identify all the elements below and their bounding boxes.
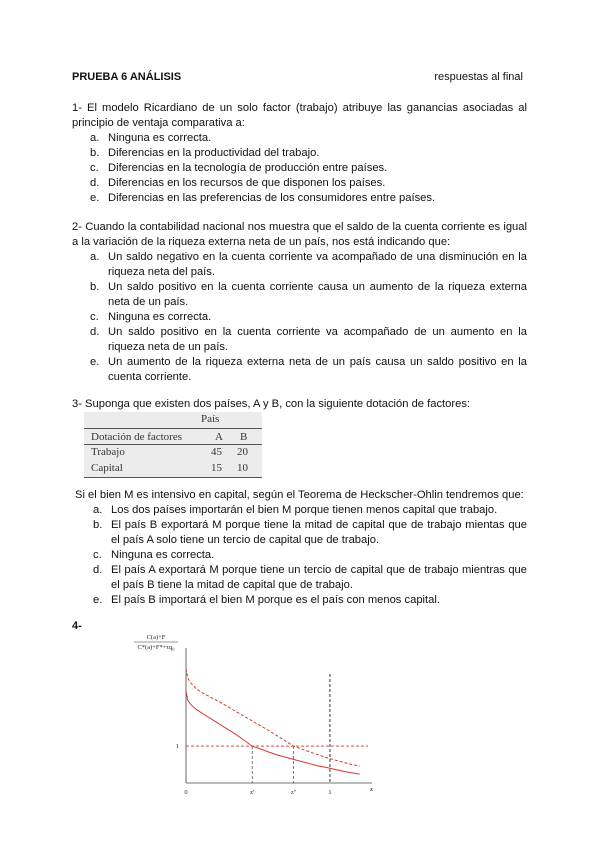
x-tick-label: z'' (290, 789, 297, 796)
option-letter: c. (93, 549, 102, 561)
option-c (75, 548, 527, 563)
question-2-options (72, 250, 527, 385)
table-rule-mid (84, 444, 262, 445)
option-text: Un saldo negativo en la cuenta corriente va acompañado de una disminución en la riqueza neta del país. (108, 251, 527, 278)
option-letter: d. (90, 177, 100, 189)
table-row-label: Trabajo (91, 446, 125, 458)
option-b (72, 280, 527, 310)
factor-endowment-table (84, 412, 262, 478)
table-cell: 15 (211, 462, 222, 474)
option-a (72, 131, 527, 146)
option-text: Un saldo positivo en la cuenta corriente causa un aumento de la riqueza externa neta de un país. (108, 281, 527, 308)
option-letter: a. (90, 251, 100, 263)
option-letter: c. (90, 311, 99, 323)
option-letter: b. (90, 281, 100, 293)
option-text: Un aumento de la riqueza externa neta de un país causa un saldo positivo en la cuenta corriente. (108, 356, 527, 383)
x-tick-label: z' (250, 789, 255, 796)
option-text: Ninguna es correcta. (108, 311, 212, 323)
x-tick-label: 0 (184, 789, 188, 796)
table-row-header: Dotación de factores (91, 431, 183, 443)
option-c (72, 310, 527, 325)
option-text: Un saldo positivo en la cuenta corriente va acompañado de un aumento en la riqueza neta de un país. (108, 326, 527, 353)
question-3-followup: Si el bien M es intensivo en capital, según el Teorema de Heckscher-Ohlin tendremos que: (75, 489, 524, 501)
x-axis-end-label: z (370, 786, 373, 793)
option-b (72, 146, 527, 161)
curve-solid (186, 691, 360, 775)
option-text: El país B exportará M porque tiene la mitad de capital que de trabajo mientas que el país A solo tiene un tercio de capital que de trabajo. (111, 519, 527, 546)
question-1-options (72, 131, 527, 206)
option-b (75, 518, 527, 548)
option-letter: a. (90, 132, 100, 144)
y-tick-label: 1 (175, 743, 179, 751)
option-d (72, 325, 527, 355)
option-letter: d. (90, 326, 100, 338)
table-group-header: País (201, 413, 220, 425)
option-text: Los dos países importarán el bien M porque tienen menos capital que trabajo. (111, 504, 498, 516)
option-text: Diferencias en la tecnología de producción entre países. (108, 162, 388, 174)
option-c (72, 161, 527, 176)
table-cell: 45 (211, 446, 222, 458)
option-text: Diferencias en los recursos de que disponen los países. (108, 177, 386, 189)
x-tick-label: 1 (328, 789, 332, 796)
table-cell: 20 (237, 446, 248, 458)
option-letter: b. (93, 519, 103, 531)
question-1 (72, 101, 527, 206)
option-e (72, 191, 527, 206)
option-text: Diferencias en las preferencias de los consumidores entre países. (108, 192, 436, 204)
option-e (72, 355, 527, 385)
table-row-label: Capital (91, 462, 123, 474)
option-letter: b. (90, 147, 100, 159)
y-axis-label-denominator: C*(a)+F*+τq₀ (137, 644, 175, 651)
option-letter: a. (93, 504, 103, 516)
table-rule-top (84, 428, 262, 429)
option-letter: e. (90, 192, 100, 204)
answers-note: respuestas al final (434, 71, 523, 83)
question-4-chart (120, 630, 380, 798)
option-e (75, 593, 527, 608)
option-d (75, 563, 527, 593)
option-text: El país B importará el bien M porque es el país con menos capital. (111, 594, 440, 606)
table-column-b: B (240, 431, 248, 443)
question-1-stem: 1- El modelo Ricardiano de un solo factor (trabajo) atribuye las ganancias asociadas al principio de ventaja comparativa a: (72, 102, 527, 129)
option-a (75, 503, 527, 518)
option-text: Ninguna es correcta. (108, 132, 212, 144)
question-3 (75, 488, 527, 608)
option-text: El país A exportará M porque tiene un tercio de capital que de trabajo mientras que el país B tiene la mitad de capital que de trabajo. (111, 564, 527, 591)
question-2-stem: 2- Cuando la contabilidad nacional nos muestra que el saldo de la cuenta corriente es igual a la variación de la riqueza externa neta de un país, nos está indicando que: (72, 221, 527, 248)
option-letter: e. (90, 356, 100, 368)
table-cell: 10 (237, 462, 248, 474)
question-3-options (75, 503, 527, 608)
chart-plot-area (134, 634, 373, 796)
option-text: Diferencias en la productividad del trabajo. (108, 147, 320, 159)
option-letter: d. (93, 564, 103, 576)
y-axis-label-numerator: C(a)+F (146, 634, 166, 641)
question-4-number: 4- (72, 620, 82, 632)
option-text: Ninguna es correcta. (111, 549, 215, 561)
table-rule-bottom (84, 477, 262, 478)
table-column-a: A (215, 431, 223, 443)
page-title: PRUEBA 6 ANÁLISIS (72, 71, 182, 83)
option-d (72, 176, 527, 191)
option-letter: e. (93, 594, 103, 606)
question-2 (72, 220, 527, 385)
curve-dashed (186, 669, 360, 767)
option-letter: c. (90, 162, 99, 174)
question-3-stem: 3- Suponga que existen dos países, A y B, con la siguiente dotación de factores: (72, 398, 471, 410)
option-a (72, 250, 527, 280)
